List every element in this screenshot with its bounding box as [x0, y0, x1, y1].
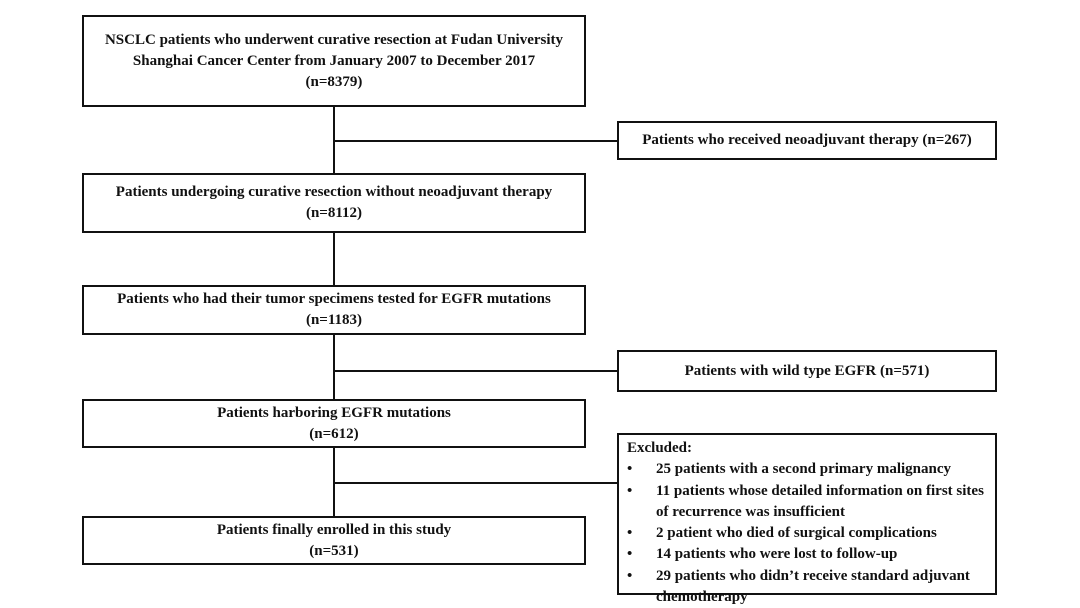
flow-box-enrolled	[82, 516, 586, 565]
excluded-item-text: 11 patients whose detailed information on first sites of recurrence was insufficient	[656, 482, 984, 520]
connector-egfr-tested-to-egfr-mutated	[333, 335, 335, 399]
flow-box-no-neoadjuvant-count: (n=8112)	[305, 205, 363, 221]
connector-no-neoadjuvant-to-egfr-tested	[333, 233, 335, 285]
connector-branch-excluded	[334, 482, 617, 484]
flow-box-egfr-mutated-count: (n=612)	[309, 425, 359, 442]
bullet-icon: •	[627, 525, 633, 542]
excluded-item	[627, 544, 985, 565]
flow-box-egfr-mutated	[82, 399, 586, 448]
excluded-item	[627, 566, 985, 608]
flow-box-enrolled-label: Patients finally enrolled in this study	[216, 521, 452, 538]
flow-box-cohort	[82, 15, 586, 107]
excluded-item-text: 14 patients who were lost to follow-up	[656, 546, 898, 563]
excluded-item	[627, 459, 985, 480]
flow-box-no-neoadjuvant	[82, 173, 586, 233]
excluded-item-text: 2 patient who died of surgical complications	[656, 525, 937, 542]
connector-branch-wild-type	[334, 370, 617, 372]
flow-box-no-neoadjuvant-label: Patients undergoing curative resection without neoadjuvant therapy	[115, 184, 553, 200]
flow-box-enrolled-count: (n=531)	[309, 542, 359, 559]
connector-branch-neoadjuvant-removed	[334, 140, 617, 142]
excluded-item	[627, 481, 985, 524]
excluded-item-text: 25 patients with a second primary malignancy	[656, 461, 952, 478]
flow-box-cohort-label: NSCLC patients who underwent curative resection at Fudan University Shanghai Cancer Center from January 2007 to December 2017	[104, 31, 564, 69]
flow-box-wild-type	[617, 350, 997, 392]
flow-box-egfr-tested-count: (n=1183)	[305, 312, 363, 328]
flow-box-wild-type-label: Patients with wild type EGFR (n=571)	[684, 362, 930, 379]
flow-box-egfr-tested-label: Patients who had their tumor specimens tested for EGFR mutations	[117, 291, 551, 307]
excluded-item-text: 29 patients who didn’t receive standard adjuvant chemotherapy	[656, 567, 970, 606]
flow-box-cohort-count: (n=8379)	[305, 73, 363, 90]
flow-box-excluded	[617, 433, 997, 606]
flow-box-neoadjuvant-removed	[617, 121, 997, 160]
bullet-icon: •	[627, 567, 633, 584]
flow-box-egfr-mutated-label: Patients harboring EGFR mutations	[217, 404, 451, 421]
bullet-icon: •	[627, 461, 633, 478]
bullet-icon: •	[627, 482, 633, 499]
bullet-icon: •	[627, 546, 633, 563]
flow-box-neoadjuvant-removed-label: Patients who received neoadjuvant therapy (n=267)	[642, 132, 972, 148]
excluded-item	[627, 523, 985, 544]
excluded-title: Excluded:	[627, 440, 693, 456]
flow-box-egfr-tested	[82, 285, 586, 335]
